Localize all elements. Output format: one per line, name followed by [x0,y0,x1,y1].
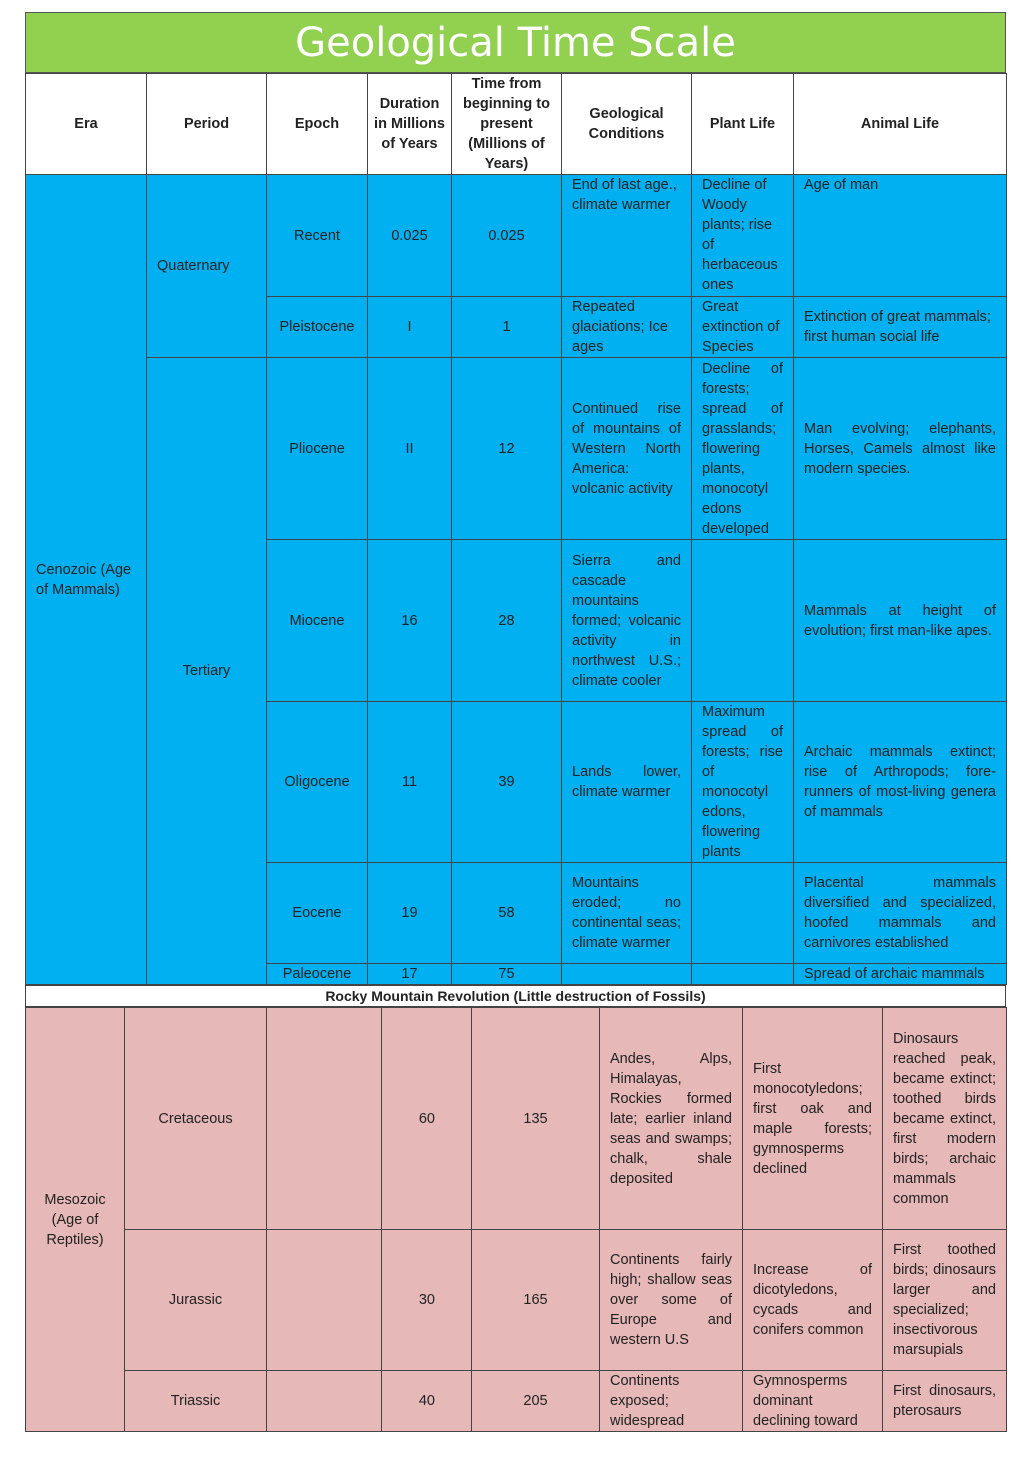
epoch-cell [267,1008,382,1230]
table-row [26,1230,1007,1371]
geo-cell: Mountains eroded; no continental seas; climate warmer [562,863,692,964]
duration-cell: 16 [368,540,452,702]
plant-cell: Decline of Woody plants; rise of herbaceous ones [692,175,794,297]
animal-cell: Placental mammals diversified and specialized, hoofed mammals and carnivores established [794,863,1007,964]
epoch-cell: Paleocene [267,964,368,985]
revolution-table [25,985,1006,1007]
mesozoic-table [25,1007,1007,1432]
table-row [26,1008,1007,1230]
duration-cell: 30 [382,1230,472,1371]
time-cell: 75 [452,964,562,985]
duration-cell: 0.025 [368,175,452,297]
time-cell: 205 [472,1371,600,1432]
animal-cell: Extinction of great mammals; first human social life [794,297,1007,358]
time-cell: 12 [452,358,562,540]
time-cell: 28 [452,540,562,702]
period-cell: Triassic [125,1371,267,1432]
duration-cell: 19 [368,863,452,964]
geo-cell: Andes, Alps, Himalayas, Rockies formed late; earlier inland seas and swamps; chalk, shale deposited [600,1008,743,1230]
animal-cell: Dinosaurs reached peak, became extinct; toothed birds became extinct, first modern birds; archaic mammals common [883,1008,1007,1230]
epoch-cell: Recent [267,175,368,297]
geo-cell: Continents exposed; widespread [600,1371,743,1432]
plant-cell: Gymnosperms dominant declining toward [743,1371,883,1432]
era-cell: Cenozoic (Age of Mammals) [26,175,147,985]
animal-cell: First toothed birds; dinosaurs larger and specialized; insectivorous marsupials [883,1230,1007,1371]
header-period: Period [147,74,267,175]
epoch-cell [267,1371,382,1432]
plant-cell [692,540,794,702]
time-cell: 1 [452,297,562,358]
period-cell: Jurassic [125,1230,267,1371]
plant-cell: Maximum spread of forests; rise of monocotyl edons, flowering plants [692,702,794,863]
plant-cell: Decline of forests; spread of grasslands; flowering plants, monocotyl edons developed [692,358,794,540]
header-epoch: Epoch [267,74,368,175]
animal-cell: Spread of archaic mammals [794,964,1007,985]
header-time-from: Time from beginning to present (Millions of Years) [452,74,562,175]
geo-cell: Sierra and cascade mountains formed; volcanic activity in northwest U.S.; climate cooler [562,540,692,702]
geo-cell [562,964,692,985]
header-era: Era [26,74,147,175]
animal-cell: Archaic mammals extinct; rise of Arthropods; fore-runners of most-living genera of mammals [794,702,1007,863]
geo-cell: End of last age., climate warmer [562,175,692,297]
geo-cell: Continents fairly high; shallow seas over some of Europe and western U.S [600,1230,743,1371]
cenozoic-table [25,73,1007,985]
epoch-cell: Eocene [267,863,368,964]
header-row [26,74,1007,175]
table-row [26,175,1007,297]
duration-cell: 17 [368,964,452,985]
header-animal: Animal Life [794,74,1007,175]
geo-cell: Lands lower, climate warmer [562,702,692,863]
epoch-cell: Pliocene [267,358,368,540]
table-row [26,358,1007,540]
plant-cell [692,863,794,964]
epoch-cell [267,1230,382,1371]
animal-cell: Man evolving; elephants, Horses, Camels almost like modern species. [794,358,1007,540]
table-row [26,1371,1007,1432]
time-cell: 0.025 [452,175,562,297]
duration-cell: 40 [382,1371,472,1432]
header-geological: Geological Conditions [562,74,692,175]
plant-cell: Great extinction of Species [692,297,794,358]
plant-cell: Increase of dicotyledons, cycads and conifers common [743,1230,883,1371]
epoch-cell: Oligocene [267,702,368,863]
animal-cell: First dinosaurs, pterosaurs [883,1371,1007,1432]
animal-cell: Age of man [794,175,1007,297]
era-cell: Mesozoic (Age of Reptiles) [26,1008,125,1432]
duration-cell: 60 [382,1008,472,1230]
period-cell: Cretaceous [125,1008,267,1230]
animal-cell: Mammals at height of evolution; first man-like apes. [794,540,1007,702]
plant-cell [692,964,794,985]
time-cell: 165 [472,1230,600,1371]
duration-cell: II [368,358,452,540]
epoch-cell: Miocene [267,540,368,702]
geo-cell: Repeated glaciations; Ice ages [562,297,692,358]
period-cell: Tertiary [147,358,267,985]
duration-cell: I [368,297,452,358]
duration-cell: 11 [368,702,452,863]
epoch-cell: Pleistocene [267,297,368,358]
geo-cell: Continued rise of mountains of Western North America: volcanic activity [562,358,692,540]
plant-cell: First monocotyledons; first oak and maple forests; gymnosperms declined [743,1008,883,1230]
page-title: Geological Time Scale [25,12,1006,73]
header-duration: Duration in Millions of Years [368,74,452,175]
time-cell: 39 [452,702,562,863]
time-cell: 58 [452,863,562,964]
period-cell: Quaternary [147,175,267,358]
time-cell: 135 [472,1008,600,1230]
revolution-banner: Rocky Mountain Revolution (Little destruction of Fossils) [26,986,1006,1007]
header-plant: Plant Life [692,74,794,175]
